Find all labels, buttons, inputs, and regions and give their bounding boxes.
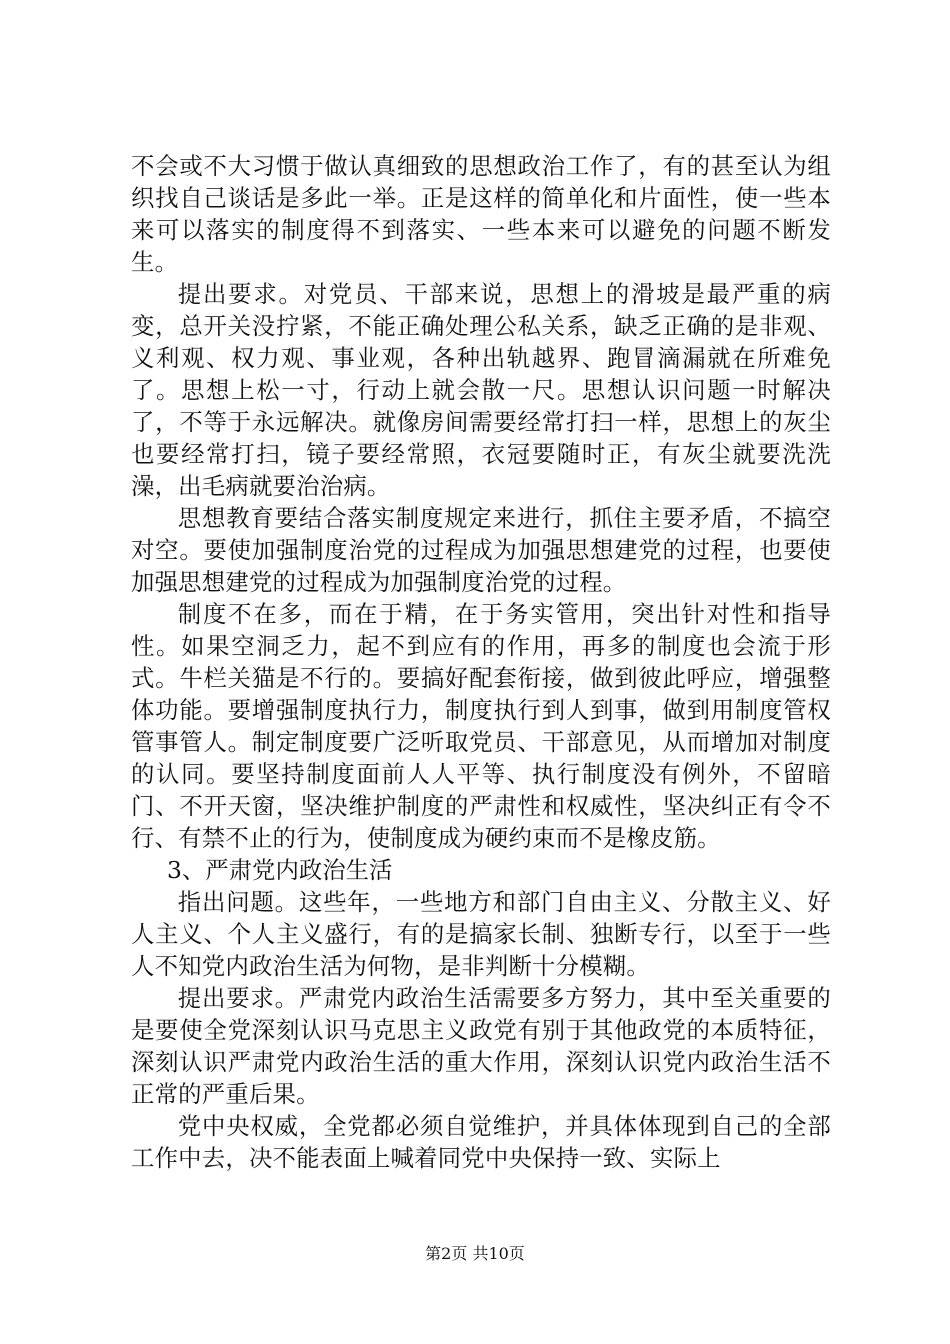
paragraph-5: 指出问题。这些年，一些地方和部门自由主义、分散主义、好人主义、个人主义盛行，有的是搞家长制、独断专行，以至于一些人不知党内政治生活为何物，是非判断十分模糊。: [131, 888, 831, 980]
paragraph-1: 不会或不大习惯于做认真细致的思想政治工作了，有的甚至认为组织找自己谈话是多此一举。正是这样的简单化和片面性，使一些本来可以落实的制度得不到落实、一些本来可以避免的问题不断发生。: [131, 152, 831, 276]
section-heading: 3、严肃党内政治生活: [167, 856, 393, 884]
paragraph-7: 党中央权威，全党都必须自觉维护，并具体体现到自己的全部工作中去，决不能表面上喊着同党中央保持一致、实际上: [131, 1112, 831, 1172]
document-body: [131, 150, 831, 1174]
paragraph-2: 提出要求。对党员、干部来说，思想上的滑坡是最严重的病变，总开关没拧紧，不能正确处理公私关系，缺乏正确的是非观、义利观、权力观、事业观，各种出轨越界、跑冒滴漏就在所难免了。思想上松一寸，行动上就会散一尺。思想认识问题一时解决了，不等于永远解决。就像房间需要经常打扫一样，思想上的灰尘也要经常打扫，镜子要经常照，衣冠要随时正，有灰尘就要洗洗澡，出毛病就要治治病。: [131, 280, 831, 500]
paragraph-3: 思想教育要结合落实制度规定来进行，抓住主要矛盾，不搞空对空。要使加强制度治党的过程成为加强思想建党的过程，也要使加强思想建党的过程成为加强制度治党的过程。: [131, 504, 831, 596]
paragraph-6: 提出要求。严肃党内政治生活需要多方努力，其中至关重要的是要使全党深刻认识马克思主义政党有别于其他政党的本质特征，深刻认识严肃党内政治生活的重大作用，深刻认识党内政治生活不正常的严重后果。: [131, 984, 831, 1108]
paragraph-4: 制度不在多，而在于精，在于务实管用，突出针对性和指导性。如果空洞乏力，起不到应有的作用，再多的制度也会流于形式。牛栏关猫是不行的。要搞好配套衔接，做到彼此呼应，增强整体功能。要增强制度执行力，制度执行到人到事，做到用制度管权管事管人。制定制度要广泛听取党员、干部意见，从而增加对制度的认同。要坚持制度面前人人平等、执行制度没有例外，不留暗门、不开天窗，坚决维护制度的严肃性和权威性，坚决纠正有令不行、有禁不止的行为，使制度成为硬约束而不是橡皮筋。: [131, 600, 831, 852]
page-footer: 第2页 共10页: [425, 1244, 525, 1263]
